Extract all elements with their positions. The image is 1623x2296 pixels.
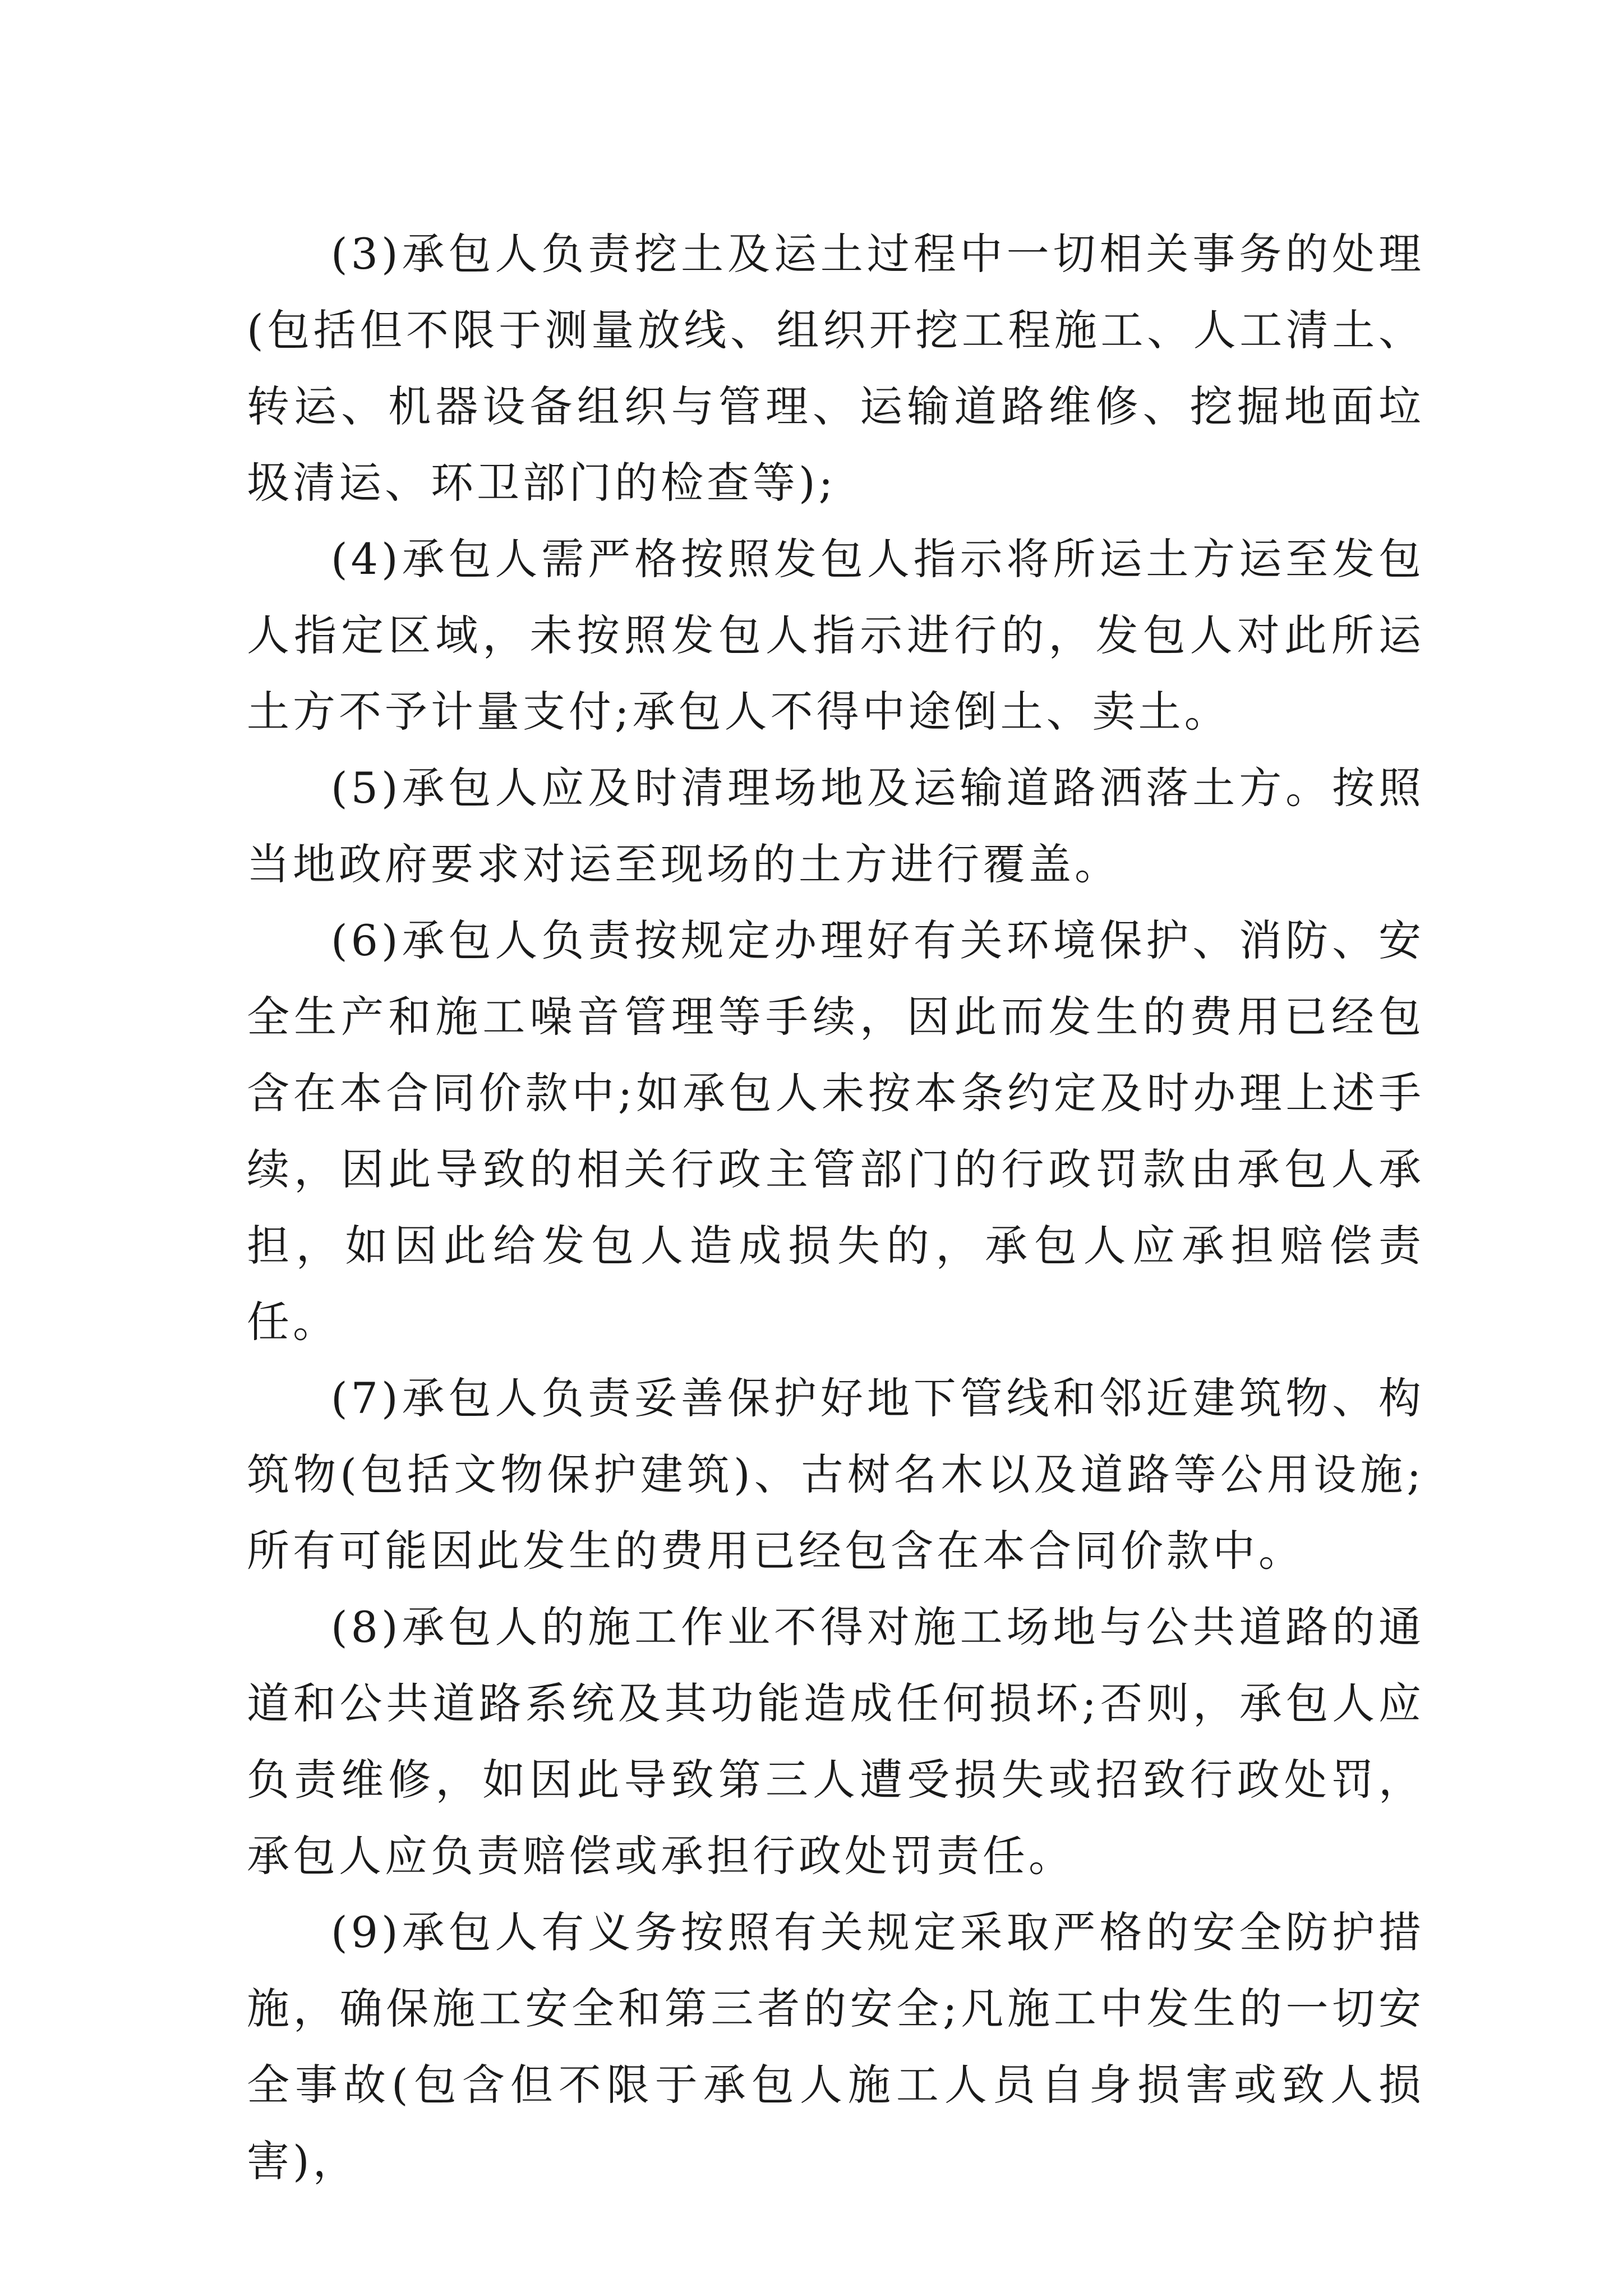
paragraph-3: (3)承包人负责挖土及运土过程中一切相关事务的处理(包括但不限于测量放线、组织开挖工程施工、人工清土、转运、机器设备组织与管理、运输道路维修、挖掘地面垃圾清运、环卫部门的检查等); <box>247 229 1424 508</box>
document-body <box>247 216 1424 2200</box>
paragraph-9: (9)承包人有义务按照有关规定采取严格的安全防护措施，确保施工安全和第三者的安全;凡施工中发生的一切安全事故(包含但不限于承包人施工人员自身损害或致人损害)， <box>247 1907 1424 2186</box>
paragraph-5: (5)承包人应及时清理场地及运输道路洒落土方。按照当地政府要求对运至现场的土方进行覆盖。 <box>247 763 1424 889</box>
paragraph-7: (7)承包人负责妥善保护好地下管线和邻近建筑物、构筑物(包括文物保护建筑)、古树名木以及道路等公用设施;所有可能因此发生的费用已经包含在本合同价款中。 <box>247 1373 1424 1576</box>
paragraph-8: (8)承包人的施工作业不得对施工场地与公共道路的通道和公共道路系统及其功能造成任何损坏;否则，承包人应负责维修，如因此导致第三人遭受损失或招致行政处罚，承包人应负责赔偿或承担行政处罚责任。 <box>247 1602 1424 1881</box>
paragraph-4: (4)承包人需严格按照发包人指示将所运土方运至发包人指定区域，未按照发包人指示进行的，发包人对此所运土方不予计量支付;承包人不得中途倒土、卖土。 <box>247 534 1424 737</box>
paragraph-6: (6)承包人负责按规定办理好有关环境保护、消防、安全生产和施工噪音管理等手续，因此而发生的费用已经包含在本合同价款中;如承包人未按本条约定及时办理上述手续，因此导致的相关行政主管部门的行政罚款由承包人承担，如因此给发包人造成损失的，承包人应承担赔偿责任。 <box>247 915 1424 1347</box>
